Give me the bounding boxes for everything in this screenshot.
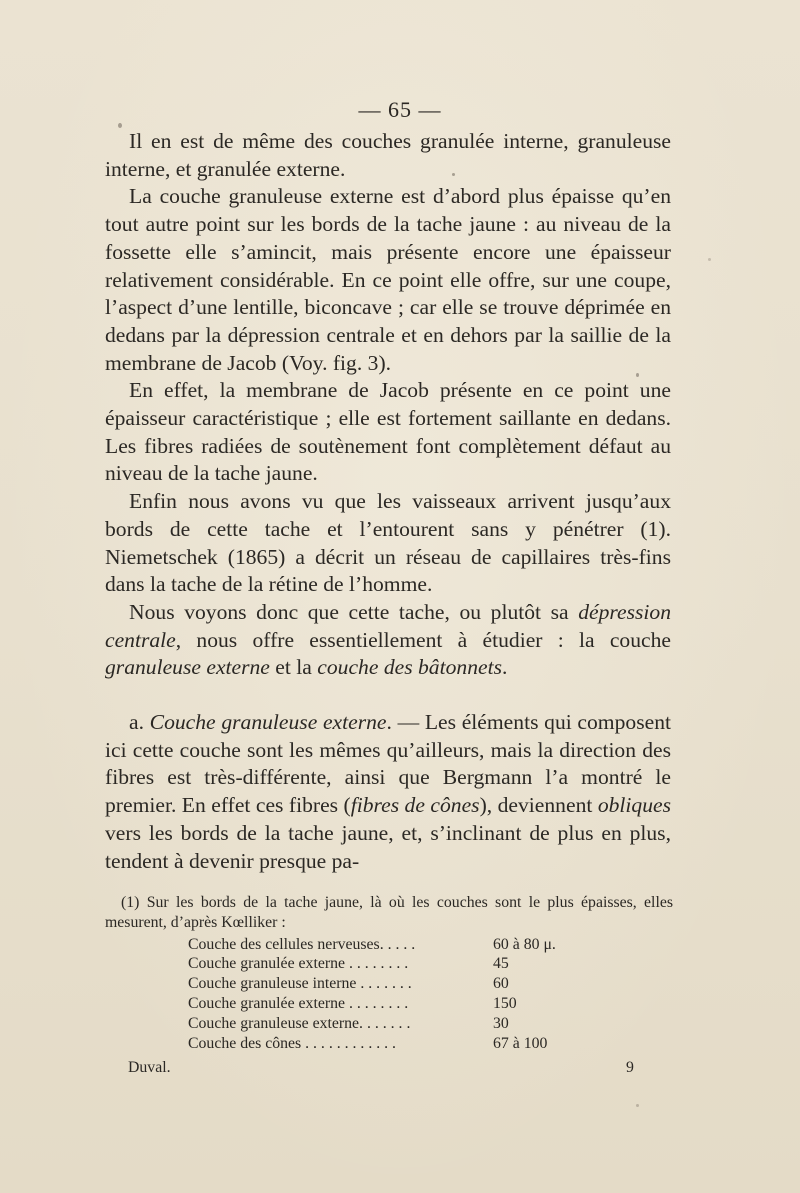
italic-run: Couche granuleuse externe <box>149 710 387 735</box>
text-run: Il en est de même des couches granulée interne, granuleuse interne, et granulée externe. <box>105 129 671 181</box>
ink-speck <box>636 1104 639 1107</box>
paragraph <box>105 488 671 599</box>
footnote-row <box>188 935 593 955</box>
layer-name: Couche granulée externe . . . . . . . . <box>188 955 409 973</box>
printer-signature-author: Duval. <box>128 1059 171 1076</box>
ink-speck <box>708 258 711 261</box>
italic-run: fibres de cônes <box>350 793 480 818</box>
text-run: . <box>501 655 508 680</box>
footnote-intro: (1) Sur les bords de la tache jaune, là où les couches sont le plus épaisses, elles mesurent, d’après Kœlliker : <box>105 894 673 931</box>
paragraph <box>105 183 671 377</box>
text-run: , nous offre essentiellement à étudier : la couche <box>175 627 671 652</box>
footnote-row <box>188 994 593 1014</box>
layer-thickness: 45 <box>493 955 509 973</box>
italic-run: granuleuse externe <box>105 655 270 680</box>
layer-name: Couche granuleuse externe. . . . . . . <box>188 1014 411 1032</box>
layer-thickness: 60 à 80 μ. <box>493 935 556 953</box>
footnote-table <box>188 935 673 1054</box>
layer-thickness: 30 <box>493 1014 509 1032</box>
paragraph <box>105 599 671 682</box>
footnote-row <box>188 954 593 974</box>
text-run: Nous voyons donc que cette tache, ou plutôt sa <box>129 599 579 624</box>
layer-thickness: 67 à 100 <box>493 1034 548 1052</box>
layer-thickness: 60 <box>493 975 509 993</box>
layer-name: Couche des cônes . . . . . . . . . . . . <box>188 1034 396 1052</box>
layer-name: Couche granuleuse interne . . . . . . . <box>188 975 412 993</box>
text-run: et la <box>269 655 318 680</box>
italic-run: dépression centrale <box>105 599 671 652</box>
page-number: — 65 — <box>358 97 442 122</box>
italic-run: couche des bâtonnets <box>317 655 502 680</box>
text-run: En effet, la membrane de Jacob présente en ce point une épaisseur caractéristique ; elle est fortement saillante en dedans. Les fibres radiées de soutènement font complètement défaut au niveau de la tache jaune. <box>105 378 671 486</box>
footnote-row <box>188 1034 593 1054</box>
text-run: Enfin nous avons vu que les vaisseaux arrivent jusqu’aux bords de cette tache et l’entourent sans y pénétrer (1). Niemetschek (1865) a décrit un réseau de capillaires très-fins dans la tache de la rétine de l’homme. <box>105 489 671 597</box>
text-run: La couche granuleuse externe est d’abord plus épaisse qu’en tout autre point sur les bords de la tache jaune : au niveau de la fossette elle s’amincit, mais présente encore une épaisseur relativement considérable. En ce point elle offre, sur une coupe, l’aspect d’une lentille, biconcave ; car elle se trouve déprimée en dedans par la dépression centrale et en dehors par la saillie de la membrane de Jacob (Voy. fig. 3). <box>105 184 671 375</box>
paragraph <box>105 709 671 875</box>
layer-thickness: 150 <box>493 994 517 1012</box>
text-run: a. <box>129 710 150 735</box>
footnote-row <box>188 1014 593 1034</box>
layer-name: Couche des cellules nerveuses. . . . . <box>188 935 416 953</box>
footnote-row <box>188 974 593 994</box>
body-text <box>105 128 671 875</box>
text-run: ), deviennent <box>479 793 598 818</box>
text-run: vers les bords de la tache jaune, et, s’inclinant de plus en plus, tendent à devenir presque pa- <box>105 820 671 873</box>
italic-run: obliques <box>597 793 672 818</box>
layer-name: Couche granulée externe . . . . . . . . <box>188 994 409 1012</box>
text-run: . — Les éléments qui composent ici cette couche sont les mêmes qu’ailleurs, mais la direction des fibres est très-différente, ainsi que Bergmann l’a montré le premier. En effet ces fibres ( <box>105 710 671 818</box>
paragraph <box>105 128 671 183</box>
printer-signature-number: 9 <box>626 1059 634 1076</box>
footnote <box>105 893 673 1053</box>
paragraph <box>105 377 671 488</box>
